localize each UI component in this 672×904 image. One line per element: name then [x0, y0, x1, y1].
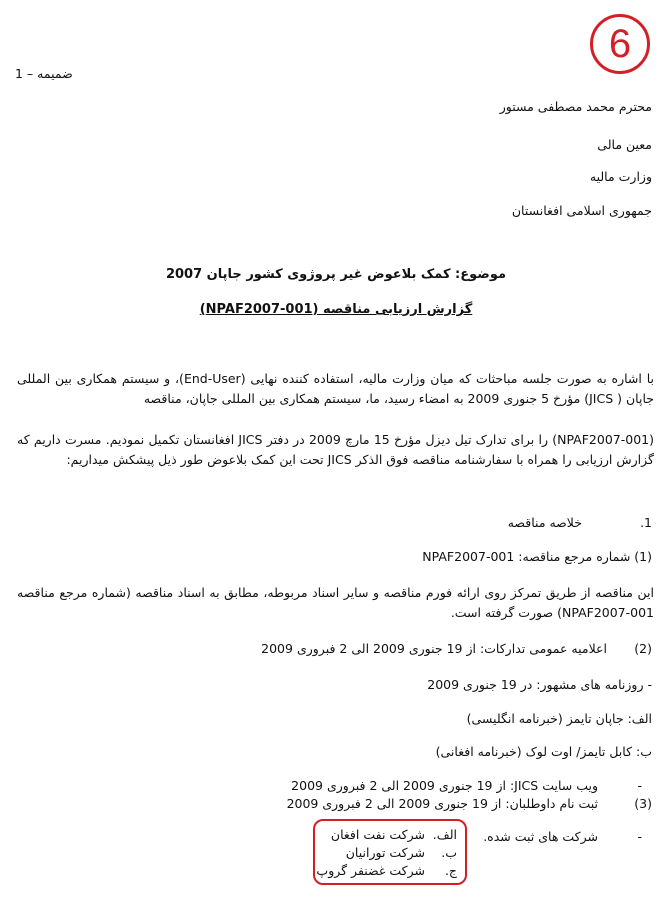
report-title: گزارش ارزیابی مناقصه (NPAF2007-001)	[199, 302, 473, 317]
newspaper-a: الف: جاپان تایمز (خبرنامه انگلیسی)	[466, 711, 652, 726]
item-3-number: (3)	[634, 796, 652, 811]
reference-number-line: (1) شماره مرجع مناقصه: NPAF2007-001	[422, 549, 652, 564]
company-row	[315, 845, 465, 863]
item-2-number: (2)	[634, 641, 652, 656]
address-line-2: معین مالی	[597, 137, 652, 152]
registered-companies-highlight	[313, 819, 467, 885]
newspapers-line: - روزنامه های مشهور: در 19 جنوری 2009	[427, 677, 652, 692]
section-1-number: 1.	[640, 515, 652, 530]
address-line-3: وزارت مالیه	[589, 169, 652, 184]
annex-label: ضمیمه – 1	[15, 66, 73, 81]
website-dash: -	[637, 778, 642, 793]
website-line: ویب سایت JICS: از 19 جنوری 2009 الی 2 فبروری 2009	[291, 778, 598, 793]
page-number-badge	[590, 14, 650, 74]
public-announcement-line: اعلامیه عمومی تدارکات: از 19 جنوری 2009 الی 2 فبروری 2009	[261, 641, 607, 656]
company-letter: ج.	[444, 863, 457, 878]
company-letter: الف.	[432, 827, 457, 842]
company-letter: ب.	[441, 845, 457, 860]
company-name: شرکت نفت افغان	[330, 827, 425, 842]
company-name: شرکت تورانیان	[345, 845, 425, 860]
address-line-4: جمهوری اسلامی افغانستان	[511, 203, 652, 218]
registered-dash: -	[637, 829, 642, 844]
subject-line: موضوع: کمک بلاعوض غیر پروژوی کشور جاپان 2007	[165, 267, 507, 282]
section-1-title: خلاصه مناقصه	[507, 515, 582, 530]
method-paragraph: این مناقصه از طریق تمرکز روی ارائه فورم مناقصه و سایر اسناد مربوطه، مطابق به اسناد مناقصه (شماره مرجع مناقصه NPAF2007-001) صورت گرفته است.	[17, 585, 654, 620]
registered-companies-label: شرکت های ثبت شده.	[483, 829, 598, 844]
intro-paragraph-2: (NPAF2007-001) را برای تدارک تیل دیزل مؤرخ 15 مارچ 2009 در دفتر JICS افغانستان تکمیل نمودیم. مسرت داریم که گزارش ارزیابی را همراه با سفارشنامه مناقصه فوق الذکر JICS تحت این کمک بلاعوض طور ذیل پیشکش میداریم:	[17, 432, 654, 467]
intro-paragraph-1: با اشاره به صورت جلسه مباحثات که میان وزارت مالیه، استفاده کننده نهایی (End-User)، و سیستم همکاری بین المللی جاپان ( JICS) مؤرخ 5 جنوری 2009 به امضاء رسید، ما، سیستم همکاری بین المللی جاپان، مناقصه	[17, 371, 654, 406]
newspaper-b: ب: کابل تایمز/ اوت لوک (خبرنامه افغانی)	[435, 744, 652, 759]
address-line-1: محترم محمد مصطفی مستور	[499, 99, 652, 114]
company-row	[315, 863, 465, 881]
company-name: شرکت غضنفر گروپ	[316, 863, 425, 878]
page-number: 6	[608, 21, 632, 66]
company-row	[315, 827, 465, 845]
registration-line: ثبت نام داوطلبان: از 19 جنوری 2009 الی 2 فبروری 2009	[286, 796, 598, 811]
